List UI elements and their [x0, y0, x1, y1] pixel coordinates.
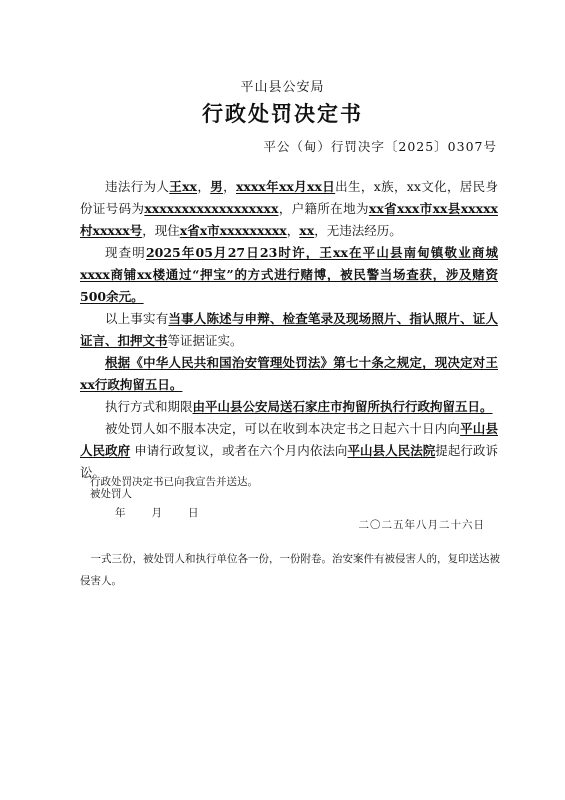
offender-residence: x省x市xxxxxxxxx [179, 223, 287, 238]
month-label: 月 [151, 507, 162, 519]
offender-id-number: xxxxxxxxxxxxxxxxxx [144, 201, 279, 216]
day-label: 日 [188, 507, 199, 519]
delivery-note: 行政处罚决定书已向我宣告并送达。 [90, 476, 258, 488]
recipient-date-fields [115, 505, 225, 520]
execution-text: 由平山县公安局送石家庄市拘留所执行行政拘留五日。 [192, 399, 493, 414]
offender-name: 王xx [169, 179, 198, 194]
review-government: 平山县人民政府 [80, 421, 498, 458]
offender-hukou: xx省xxx市xx县xxxxx村xxxxx号 [80, 201, 498, 238]
offender-info-paragraph: 违法行为人王xx，男，xxxx年xx月xx日出生，x族，xx文化，居民身份证号码为xxxxxxxxxxxxxxxxxx，户籍所在地为xx省xxx市xx县xxxxx村xxxxx号，现住x省x市xxxxxxxxx，xx，无违法经历。 [80, 179, 498, 238]
footnote: 一式三份，被处罚人和执行单位各一份，一份附卷。治安案件有被侵害人的，复印送达被侵害人。 [80, 553, 500, 587]
document-title: 行政处罚决定书 [202, 101, 363, 126]
decision-paragraph [80, 352, 498, 396]
appeal-paragraph: 被处罚人如不服本决定，可以在收到本决定书之日起六十日内向平山县人民政府 申请行政复议，或者在六个月内依法向平山县人民法院提起行政诉讼。 [80, 421, 498, 480]
facts-paragraph: 现查明2025年05月27日23时许，王xx在平山县南甸镇敬业商城xxxx商铺xx楼通过“押宝”的方式进行赌博，被民警当场查获，涉及赌资500余元。 [80, 245, 498, 304]
offender-birth: xxxx年xx月xx日 [235, 179, 336, 194]
document-body [80, 176, 498, 484]
decision-text: 根据《中华人民共和国治安管理处罚法》第七十条之规定，现决定对王xx行政拘留五日。 [80, 355, 498, 392]
document-number: 平公（甸）行罚决字〔2025〕0307号 [263, 139, 497, 154]
facts-text: 2025年05月27日23时许，王xx在平山县南甸镇敬业商城xxxx商铺xx楼通过“押宝”的方式进行赌博，被民警当场查获，涉及赌资500余元。 [80, 245, 498, 304]
litigation-court: 平山县人民法院 [347, 443, 436, 458]
evidence-text: 当事人陈述与申辩、检查笔录及现场照片、指认照片、证人证言、扣押文书 [80, 311, 498, 348]
offender-gender: 男 [210, 179, 224, 194]
issuing-agency: 平山县公安局 [240, 80, 325, 95]
execution-paragraph: 执行方式和期限由平山县公安局送石家庄市拘留所执行行政拘留五日。 [105, 399, 493, 414]
issue-date: 二〇二五年八月二十六日 [358, 519, 485, 531]
recipient-label: 被处罚人 [90, 488, 132, 500]
evidence-paragraph: 以上事实有当事人陈述与申辩、检查笔录及现场照片、指认照片、证人证言、扣押文书等证据证实。 [80, 311, 498, 348]
offender-other: xx [299, 223, 315, 238]
year-label: 年 [115, 507, 126, 519]
